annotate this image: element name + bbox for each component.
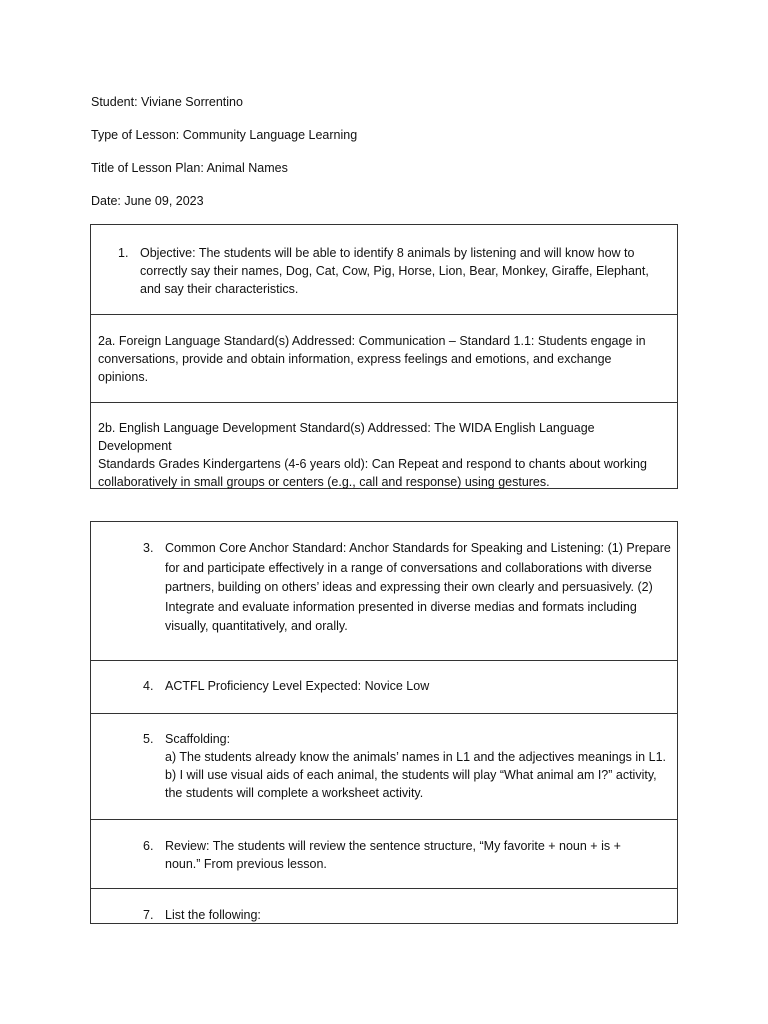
common-core-line: partners, building on others’ ideas and expressing their own clearly and persuasively. (2) xyxy=(165,580,653,594)
review-line: Review: The students will review the sentence structure, “My favorite + noun + is + xyxy=(165,839,621,853)
foreign-standard-line: opinions. xyxy=(98,370,149,384)
eld-standard-row xyxy=(91,402,677,488)
eld-standard-line: collaboratively in small groups or centers (e.g., call and response) using gestures. xyxy=(98,475,550,489)
lesson-type: Type of Lesson: Community Language Learning xyxy=(91,128,358,142)
scaffolding-line: the students will complete a worksheet activity. xyxy=(165,786,424,800)
item-number: 6. xyxy=(143,839,154,853)
item-number: 1. xyxy=(118,246,129,260)
review-line: noun.” From previous lesson. xyxy=(165,857,327,871)
objective-row xyxy=(91,225,677,314)
common-core-line: visually, quantitatively, and orally. xyxy=(165,619,348,633)
actfl-line: ACTFL Proficiency Level Expected: Novice Low xyxy=(165,679,430,693)
foreign-standard-row xyxy=(91,314,677,402)
item-number: 7. xyxy=(143,908,154,922)
foreign-standard-line: 2a. Foreign Language Standard(s) Addressed: Communication – Standard 1.1: Students engage in xyxy=(98,334,646,348)
objective-line: Objective: The students will be able to identify 8 animals by listening and will know how to xyxy=(140,246,635,260)
common-core-line: Common Core Anchor Standard: Anchor Standards for Speaking and Listening: (1) Prepare xyxy=(165,541,671,555)
foreign-standard-line: conversations, provide and obtain information, express feelings and emotions, and exchange xyxy=(98,352,612,366)
objective-line: and say their characteristics. xyxy=(140,282,299,296)
objective-line: correctly say their names, Dog, Cat, Cow, Pig, Horse, Lion, Bear, Monkey, Giraffe, Elephant, xyxy=(140,264,649,278)
common-core-line: for and participate effectively in a range of conversations and collaborations with diverse xyxy=(165,560,652,575)
scaffolding-row xyxy=(91,713,677,819)
common-core-line: Integrate and evaluate information presented in diverse medias and formats including xyxy=(165,599,637,614)
lesson-date: Date: June 09, 2023 xyxy=(91,194,204,208)
eld-standard-line: 2b. English Language Development Standard(s) Addressed: The WIDA English Language Development xyxy=(98,421,595,453)
common-core-row xyxy=(91,522,677,660)
student-name: Student: Viviane Sorrentino xyxy=(91,95,243,109)
list-line: List the following: xyxy=(165,908,261,922)
item-number: 3. xyxy=(143,541,154,555)
list-row xyxy=(91,888,677,923)
review-row xyxy=(91,819,677,888)
item-number: 5. xyxy=(143,732,154,746)
actfl-row xyxy=(91,660,677,713)
item-number: 4. xyxy=(143,679,154,693)
standards-table xyxy=(90,224,678,489)
scaffolding-line: Scaffolding: xyxy=(165,732,231,746)
lesson-title: Title of Lesson Plan: Animal Names xyxy=(91,161,288,175)
scaffolding-line: a) The students already know the animals’ names in L1 and the adjectives meanings in L1. xyxy=(165,750,666,764)
scaffolding-line: b) I will use visual aids of each animal, the students will play “What animal am I?” activity, xyxy=(165,768,657,782)
lesson-details-table xyxy=(90,521,678,924)
eld-standard-line: Standards Grades Kindergartens (4-6 years old): Can Repeat and respond to chants about working xyxy=(98,457,647,471)
